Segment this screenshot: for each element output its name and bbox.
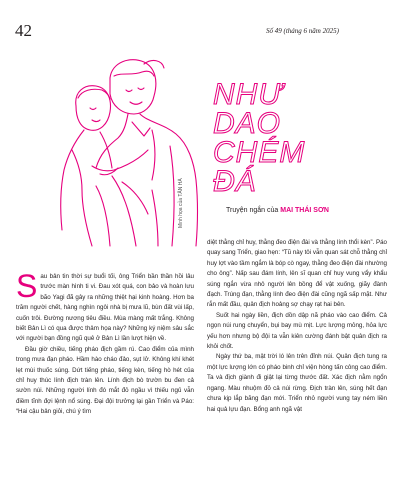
right-column: [207, 238, 387, 415]
title-line-2: DAO: [213, 107, 282, 140]
title-line-3: CHÉM: [213, 136, 306, 169]
title-line-4: ĐÁ: [213, 165, 257, 198]
paragraph: Ngày thứ ba, mật trời ló lên trên đỉnh núi. Quân địch tung ra một lực lượng lớn có pháo binh chỉ viện hòng tấn công cao điểm. Ta và địch giành đi giật lại từng thước đất. Xác địch nằm ngổn ngang. Màu nhuộm đỏ cả núi rừng. Địch tràn lên, súng hết đạn chưa kịp lắp băng đạn mới. Triển nhỏ người vung tay ném liền hai quả lựu đạn. Bổng anh ngã vật: [207, 353, 387, 413]
author-name: MAI THÁI SƠN: [280, 207, 329, 214]
byline-prefix: Truyện ngắn của: [226, 207, 281, 214]
page-number: 42: [15, 21, 32, 40]
paragraph: [16, 268, 194, 345]
paragraph: Suốt hai ngày liền, địch dồn dập nã pháo vào cao điểm. Cả ngọn núi rung chuyển, bụi bay mù mịt. Lực lượng mỏng, hỏa lực yếu hơn nhưng bộ đội ta vẫn kiên cường đánh bật quân địch ra khỏi chốt.: [207, 311, 387, 351]
paragraph: Đầu giờ chiều, tiếng pháo địch gầm rú. Cao điểm của mình trong mưa đạn pháo. Hầm hào cháo đảo, sụt lở. Không khí khét lẹt mùi thuốc súng. Dứt tiếng pháo, tiếng kèn, tiếng hò hét của chỉ huy thúc lính địch tràn lên. Lính địch bò trườn bu đen cả sườn núi. Những người lính đó mắt đỏ ngầu vì thiếu ngủ vẫn điềm tĩnh đợi lệnh nổ súng. Đại đội trưởng lại gần Triển và Páo: “Hai cậu bản giỏi, chú ý tìm: [16, 345, 194, 416]
issue-label: Số 49 (tháng 6 năm 2025): [266, 27, 339, 35]
left-column: [16, 268, 194, 418]
illustration-credit: Minh họa của TÂN HÀ: [178, 178, 184, 228]
byline: [226, 207, 329, 214]
paragraph-text: au bản tin thời sự buổi tối, ông Triển bần thần hồi lâu trước màn hình ti vi. Đau xót quá, con bảo và hoàn lưu bão Yagi đã gây ra những thiệt hại kinh hoàng. Hơn ba trăm người chết, hàng nghìn ngôi nhà bị mưa lũ, bùn đất vùi lấp, cuốn trôi. Đường nương tiêu điều. Mùa màng mất trắng. Không biết Bản Lì có qua được thảm họa này? Những ký niệm sâu sắc với người bạn đồng ngũ quê ở Bản Lì lần lượt hiện về.: [16, 273, 194, 343]
illustration-image: [52, 50, 210, 250]
story-title: [213, 80, 353, 196]
drop-cap: S: [16, 268, 38, 304]
title-line-1: NHƯ: [213, 78, 284, 111]
paragraph: diệt thằng chỉ huy, thằng đeo điện đài và thằng lính thổi kèn”. Páo quay sang Triển, giao hẹn: “Tũ này tôi vẫn quan sát chỗ thằng chỉ huy lợt vào tầm ngắm là bóp cò ngay, thằng đeo điện đài nhường cho ông”. Nấp sau đám lính, lên sĩ quan chỉ huy vung vẩy khẩu súng ngắn vừa nhô người lên bồng để vật xuống, giãy đành đạch. Trúng đạn, thằng lính đeo điện đài cũng ngã sấp mặt. Như rắn mất đầu, quân địch hoảng sợ chạy rạt hai bên.: [207, 239, 387, 309]
